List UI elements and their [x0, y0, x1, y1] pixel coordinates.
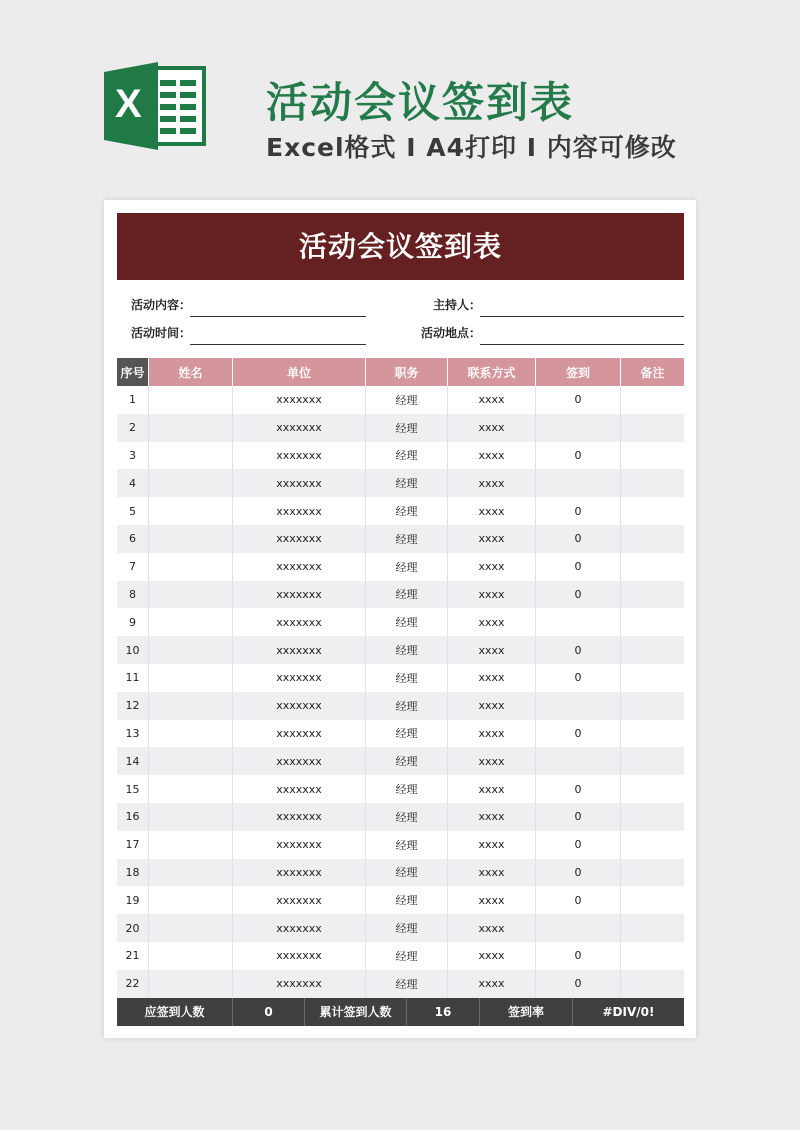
row-unit-cell[interactable]: xxxxxxx	[233, 803, 366, 831]
row-name-cell[interactable]	[149, 636, 233, 664]
row-contact-cell[interactable]: xxxx	[448, 553, 536, 581]
row-title-cell[interactable]: 经理	[366, 692, 448, 720]
row-contact-cell[interactable]: xxxx	[448, 636, 536, 664]
expected-count-value[interactable]: 0	[233, 998, 305, 1026]
row-no-cell[interactable]: 7	[117, 553, 149, 581]
row-contact-cell[interactable]: xxxx	[448, 803, 536, 831]
row-sign-cell[interactable]: 0	[536, 636, 621, 664]
row-note-cell[interactable]	[621, 886, 684, 914]
row-unit-cell[interactable]: xxxxxxx	[233, 664, 366, 692]
table-row	[117, 581, 684, 609]
row-no-cell[interactable]: 1	[117, 386, 149, 414]
row-title-cell[interactable]: 经理	[366, 720, 448, 748]
row-sign-cell[interactable]: 0	[536, 664, 621, 692]
row-contact-cell[interactable]: xxxx	[448, 497, 536, 525]
row-name-cell[interactable]	[149, 831, 233, 859]
row-name-cell[interactable]	[149, 942, 233, 970]
row-note-cell[interactable]	[621, 692, 684, 720]
row-no-cell[interactable]: 4	[117, 469, 149, 497]
row-sign-cell[interactable]: 0	[536, 553, 621, 581]
row-unit-cell[interactable]: xxxxxxx	[233, 720, 366, 748]
row-name-cell[interactable]	[149, 469, 233, 497]
row-unit-cell[interactable]: xxxxxxx	[233, 942, 366, 970]
row-no-cell[interactable]: 18	[117, 859, 149, 887]
row-unit-cell[interactable]: xxxxxxx	[233, 859, 366, 887]
header-name: 姓名	[149, 358, 233, 386]
row-unit-cell[interactable]: xxxxxxx	[233, 775, 366, 803]
row-name-cell[interactable]	[149, 553, 233, 581]
row-name-cell[interactable]	[149, 859, 233, 887]
row-note-cell[interactable]	[621, 525, 684, 553]
row-title-cell[interactable]: 经理	[366, 831, 448, 859]
header-unit: 单位	[233, 358, 366, 386]
signed-count-label: 累计签到人数	[305, 998, 407, 1026]
row-no-cell[interactable]: 9	[117, 608, 149, 636]
row-name-cell[interactable]	[149, 386, 233, 414]
row-unit-cell[interactable]: xxxxxxx	[233, 497, 366, 525]
row-sign-cell[interactable]: 0	[536, 720, 621, 748]
row-note-cell[interactable]	[621, 581, 684, 609]
row-no-cell[interactable]: 13	[117, 720, 149, 748]
row-title-cell[interactable]: 经理	[366, 886, 448, 914]
row-contact-cell[interactable]: xxxx	[448, 664, 536, 692]
row-contact-cell[interactable]: xxxx	[448, 831, 536, 859]
row-sign-cell[interactable]	[536, 469, 621, 497]
row-unit-cell[interactable]: xxxxxxx	[233, 442, 366, 470]
table-footer-row	[117, 998, 684, 1026]
row-note-cell[interactable]	[621, 803, 684, 831]
header-contact: 联系方式	[448, 358, 536, 386]
table-row	[117, 970, 684, 998]
row-name-cell[interactable]	[149, 525, 233, 553]
row-note-cell[interactable]	[621, 859, 684, 887]
row-name-cell[interactable]	[149, 803, 233, 831]
row-contact-cell[interactable]: xxxx	[448, 942, 536, 970]
row-note-cell[interactable]	[621, 720, 684, 748]
row-name-cell[interactable]	[149, 497, 233, 525]
row-no-cell[interactable]: 16	[117, 803, 149, 831]
table-row	[117, 442, 684, 470]
banner-subtitle: Excel格式 I A4打印 I 内容可修改	[266, 133, 677, 162]
table-row	[117, 692, 684, 720]
row-unit-cell[interactable]: xxxxxxx	[233, 553, 366, 581]
table-row	[117, 914, 684, 942]
banner-title: 活动会议签到表	[266, 78, 575, 127]
activity-content-field[interactable]	[190, 316, 366, 317]
row-sign-cell[interactable]: 0	[536, 970, 621, 998]
row-name-cell[interactable]	[149, 608, 233, 636]
table-row	[117, 414, 684, 442]
row-name-cell[interactable]	[149, 914, 233, 942]
activity-time-field[interactable]	[190, 344, 366, 345]
row-name-cell[interactable]	[149, 970, 233, 998]
row-unit-cell[interactable]: xxxxxxx	[233, 747, 366, 775]
header-title: 职务	[366, 358, 448, 386]
row-contact-cell[interactable]: xxxx	[448, 747, 536, 775]
row-no-cell[interactable]: 12	[117, 692, 149, 720]
row-contact-cell[interactable]: xxxx	[448, 608, 536, 636]
row-title-cell[interactable]: 经理	[366, 553, 448, 581]
row-contact-cell[interactable]: xxxx	[448, 469, 536, 497]
sheet-title: 活动会议签到表	[117, 213, 684, 280]
row-sign-cell[interactable]	[536, 747, 621, 775]
row-sign-cell[interactable]	[536, 608, 621, 636]
row-sign-cell[interactable]: 0	[536, 581, 621, 609]
row-note-cell[interactable]	[621, 775, 684, 803]
header-sign: 签到	[536, 358, 621, 386]
table-row	[117, 386, 684, 414]
row-unit-cell[interactable]: xxxxxxx	[233, 386, 366, 414]
row-unit-cell[interactable]: xxxxxxx	[233, 608, 366, 636]
row-contact-cell[interactable]: xxxx	[448, 414, 536, 442]
row-no-cell[interactable]: 2	[117, 414, 149, 442]
row-unit-cell[interactable]: xxxxxxx	[233, 886, 366, 914]
row-no-cell[interactable]: 10	[117, 636, 149, 664]
row-contact-cell[interactable]: xxxx	[448, 720, 536, 748]
row-title-cell[interactable]: 经理	[366, 414, 448, 442]
excel-logo-letter: X	[115, 82, 142, 126]
row-unit-cell[interactable]: xxxxxxx	[233, 636, 366, 664]
signin-rate-label: 签到率	[480, 998, 573, 1026]
row-title-cell[interactable]: 经理	[366, 775, 448, 803]
row-no-cell[interactable]: 19	[117, 886, 149, 914]
row-title-cell[interactable]: 经理	[366, 914, 448, 942]
table-header-row	[117, 358, 684, 386]
row-note-cell[interactable]	[621, 942, 684, 970]
row-name-cell[interactable]	[149, 414, 233, 442]
row-no-cell[interactable]: 20	[117, 914, 149, 942]
row-unit-cell[interactable]: xxxxxxx	[233, 914, 366, 942]
row-title-cell[interactable]: 经理	[366, 525, 448, 553]
row-note-cell[interactable]	[621, 831, 684, 859]
row-note-cell[interactable]	[621, 414, 684, 442]
row-name-cell[interactable]	[149, 775, 233, 803]
row-no-cell[interactable]: 3	[117, 442, 149, 470]
row-title-cell[interactable]: 经理	[366, 970, 448, 998]
row-unit-cell[interactable]: xxxxxxx	[233, 469, 366, 497]
activity-content-label: 活动内容：	[131, 298, 192, 312]
row-sign-cell[interactable]: 0	[536, 942, 621, 970]
row-title-cell[interactable]: 经理	[366, 747, 448, 775]
row-note-cell[interactable]	[621, 664, 684, 692]
row-sign-cell[interactable]: 0	[536, 886, 621, 914]
row-contact-cell[interactable]: xxxx	[448, 970, 536, 998]
row-title-cell[interactable]: 经理	[366, 664, 448, 692]
row-no-cell[interactable]: 5	[117, 497, 149, 525]
table-row	[117, 803, 684, 831]
table-body	[117, 386, 684, 998]
table-row	[117, 608, 684, 636]
row-sign-cell[interactable]: 0	[536, 497, 621, 525]
host-field[interactable]	[480, 316, 684, 317]
row-note-cell[interactable]	[621, 553, 684, 581]
row-contact-cell[interactable]: xxxx	[448, 775, 536, 803]
row-no-cell[interactable]: 22	[117, 970, 149, 998]
row-sign-cell[interactable]: 0	[536, 525, 621, 553]
table-row	[117, 831, 684, 859]
row-unit-cell[interactable]: xxxxxxx	[233, 581, 366, 609]
row-title-cell[interactable]: 经理	[366, 469, 448, 497]
table-row	[117, 886, 684, 914]
header-no: 序号	[117, 358, 149, 386]
row-name-cell[interactable]	[149, 720, 233, 748]
excel-logo-icon	[100, 58, 208, 154]
row-name-cell[interactable]	[149, 581, 233, 609]
sheet-paper	[104, 200, 696, 1038]
row-name-cell[interactable]	[149, 747, 233, 775]
row-sign-cell[interactable]	[536, 414, 621, 442]
table-row	[117, 720, 684, 748]
row-note-cell[interactable]	[621, 497, 684, 525]
row-note-cell[interactable]	[621, 469, 684, 497]
row-sign-cell[interactable]	[536, 914, 621, 942]
host-label: 主持人：	[433, 298, 482, 312]
row-unit-cell[interactable]: xxxxxxx	[233, 831, 366, 859]
table-row	[117, 525, 684, 553]
row-title-cell[interactable]: 经理	[366, 859, 448, 887]
row-note-cell[interactable]	[621, 914, 684, 942]
row-sign-cell[interactable]	[536, 692, 621, 720]
row-contact-cell[interactable]: xxxx	[448, 581, 536, 609]
row-contact-cell[interactable]: xxxx	[448, 525, 536, 553]
row-no-cell[interactable]: 21	[117, 942, 149, 970]
row-no-cell[interactable]: 15	[117, 775, 149, 803]
row-title-cell[interactable]: 经理	[366, 581, 448, 609]
header-note: 备注	[640, 365, 665, 380]
activity-place-field[interactable]	[480, 344, 684, 345]
row-contact-cell[interactable]: xxxx	[448, 886, 536, 914]
row-note-cell[interactable]	[621, 747, 684, 775]
row-sign-cell[interactable]: 0	[536, 803, 621, 831]
row-name-cell[interactable]	[149, 442, 233, 470]
row-name-cell[interactable]	[149, 692, 233, 720]
row-title-cell[interactable]: 经理	[366, 442, 448, 470]
row-contact-cell[interactable]: xxxx	[448, 859, 536, 887]
row-no-cell[interactable]: 17	[117, 831, 149, 859]
row-title-cell[interactable]: 经理	[366, 942, 448, 970]
table-row	[117, 747, 684, 775]
row-contact-cell[interactable]: xxxx	[448, 914, 536, 942]
row-sign-cell[interactable]: 0	[536, 859, 621, 887]
row-note-cell[interactable]	[621, 636, 684, 664]
row-title-cell[interactable]: 经理	[366, 608, 448, 636]
row-contact-cell[interactable]: xxxx	[448, 386, 536, 414]
row-no-cell[interactable]: 11	[117, 664, 149, 692]
row-note-cell[interactable]	[621, 970, 684, 998]
row-sign-cell[interactable]: 0	[536, 831, 621, 859]
row-sign-cell[interactable]: 0	[536, 775, 621, 803]
row-title-cell[interactable]: 经理	[366, 497, 448, 525]
row-title-cell[interactable]: 经理	[366, 636, 448, 664]
row-no-cell[interactable]: 8	[117, 581, 149, 609]
row-sign-cell[interactable]: 0	[536, 442, 621, 470]
row-note-cell[interactable]	[621, 442, 684, 470]
row-no-cell[interactable]: 14	[117, 747, 149, 775]
row-sign-cell[interactable]: 0	[536, 386, 621, 414]
row-unit-cell[interactable]: xxxxxxx	[233, 692, 366, 720]
row-note-cell[interactable]	[621, 386, 684, 414]
table-row	[117, 636, 684, 664]
row-contact-cell[interactable]: xxxx	[448, 692, 536, 720]
table-row	[117, 664, 684, 692]
row-no-cell[interactable]: 6	[117, 525, 149, 553]
table-row	[117, 469, 684, 497]
row-unit-cell[interactable]: xxxxxxx	[233, 525, 366, 553]
activity-time-label: 活动时间：	[131, 326, 192, 340]
row-unit-cell[interactable]: xxxxxxx	[233, 970, 366, 998]
expected-count-label: 应签到人数	[117, 998, 233, 1026]
row-name-cell[interactable]	[149, 886, 233, 914]
table-row	[117, 497, 684, 525]
row-note-cell[interactable]	[621, 608, 684, 636]
signin-rate-value[interactable]: #DIV/0!	[602, 1004, 655, 1019]
row-title-cell[interactable]: 经理	[366, 803, 448, 831]
table-row	[117, 775, 684, 803]
table-row	[117, 553, 684, 581]
row-contact-cell[interactable]: xxxx	[448, 442, 536, 470]
table-row	[117, 942, 684, 970]
signed-count-value[interactable]: 16	[407, 998, 480, 1026]
row-unit-cell[interactable]: xxxxxxx	[233, 414, 366, 442]
activity-place-label: 活动地点：	[421, 326, 482, 340]
row-title-cell[interactable]: 经理	[366, 386, 448, 414]
signin-table	[117, 358, 684, 1026]
row-name-cell[interactable]	[149, 664, 233, 692]
table-row	[117, 859, 684, 887]
